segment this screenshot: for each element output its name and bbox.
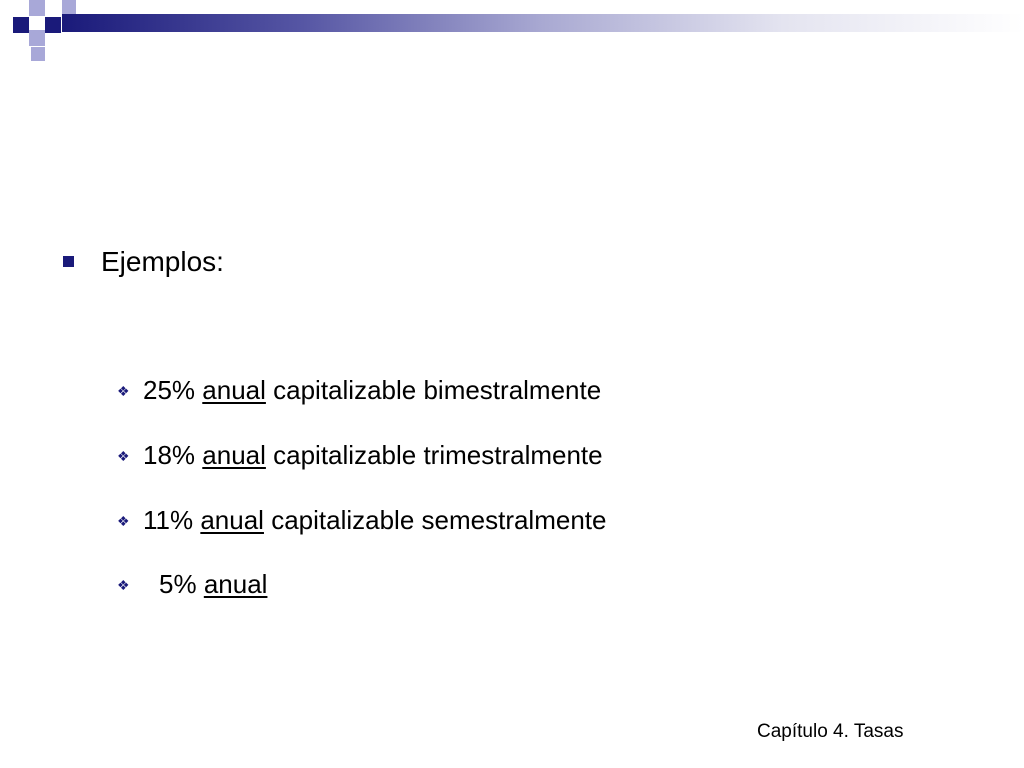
header-gradient-bar xyxy=(62,14,1024,32)
rate-description: capitalizable trimestralmente xyxy=(273,440,603,470)
footer-chapter-label: Capítulo 4. Tasas xyxy=(757,721,904,742)
corner-square-navy xyxy=(45,17,61,33)
rate-qualifier: anual xyxy=(200,505,264,535)
rate-description: capitalizable bimestralmente xyxy=(273,375,602,405)
square-bullet-icon xyxy=(63,256,74,267)
diamond-bullet-icon: ❖ xyxy=(117,577,130,593)
rate-value: 25% xyxy=(143,375,196,405)
corner-square-lavender xyxy=(29,0,45,16)
rate-description: capitalizable semestralmente xyxy=(271,505,607,535)
rate-qualifier: anual xyxy=(202,375,266,405)
rate-qualifier: anual xyxy=(203,569,268,599)
rate-value: 5% xyxy=(159,569,197,599)
list-item xyxy=(117,503,606,537)
corner-square-navy xyxy=(13,17,29,33)
corner-square-lavender xyxy=(31,47,45,61)
list-item xyxy=(117,373,601,407)
diamond-bullet-icon: ❖ xyxy=(117,383,130,399)
rate-value: 18% xyxy=(143,440,196,470)
list-item xyxy=(117,438,603,472)
list-item xyxy=(117,567,267,601)
corner-square-lavender xyxy=(29,30,45,46)
rate-qualifier: anual xyxy=(202,440,266,470)
heading-ejemplos: Ejemplos: xyxy=(101,246,224,277)
diamond-bullet-icon: ❖ xyxy=(117,448,130,464)
diamond-bullet-icon: ❖ xyxy=(117,513,130,529)
corner-square-lavender xyxy=(62,0,76,14)
rate-value: 11% xyxy=(143,505,194,535)
